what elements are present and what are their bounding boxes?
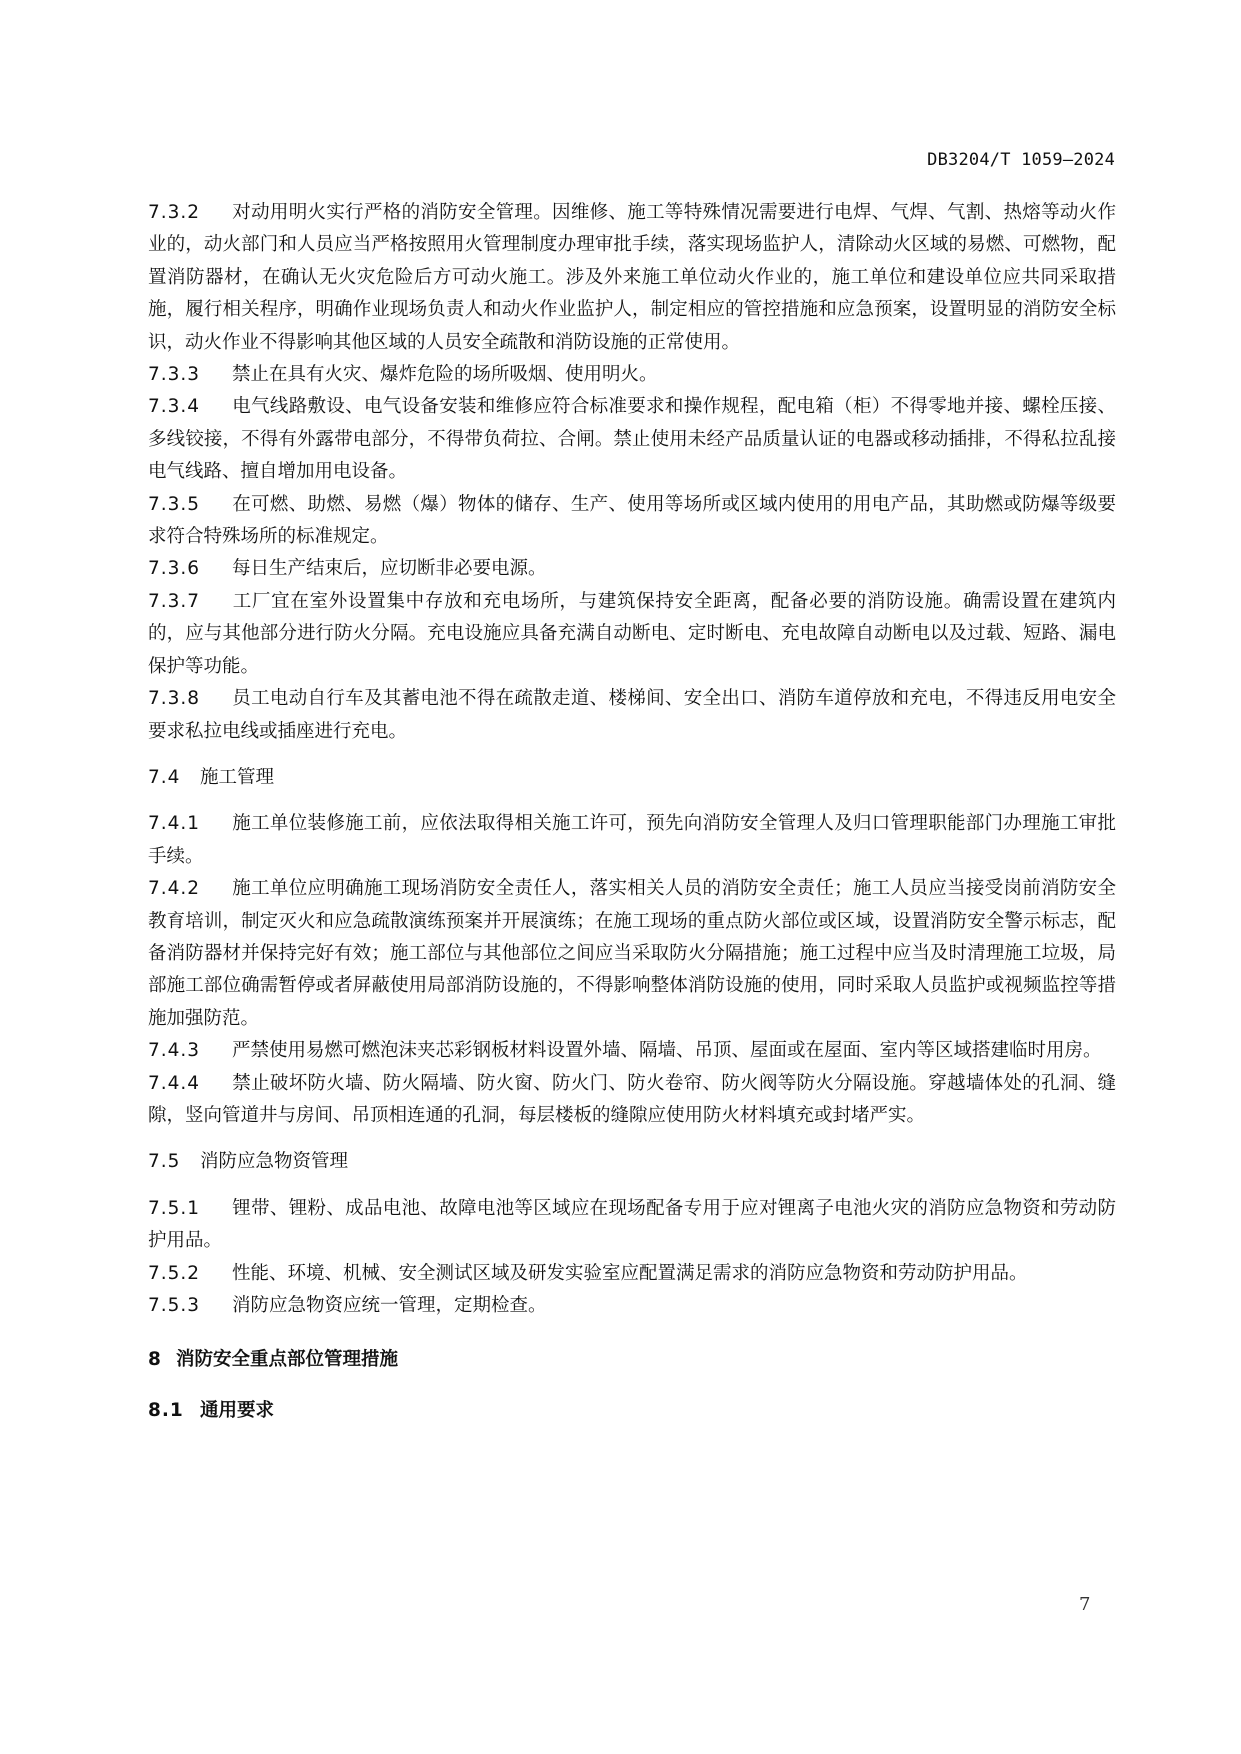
clause-text: 员工电动自行车及其蓄电池不得在疏散走道、楼梯间、安全出口、消防车道停放和充电，不得违反用电安全要求私拉电线或插座进行充电。 (148, 688, 1116, 742)
clause-number: 7.3.6 (148, 558, 201, 580)
clause-7-5-1 (148, 1193, 1116, 1258)
page-number: 7 (1079, 1594, 1091, 1615)
clause-number: 7.5.3 (148, 1295, 201, 1316)
clause-text: 禁止在具有火灾、爆炸危险的场所吸烟、使用明火。 (232, 364, 658, 386)
clause-7-3-7 (148, 586, 1116, 683)
clause-number: 7.3.4 (148, 396, 201, 418)
clause-text: 电气线路敷设、电气设备安装和维修应符合标准要求和操作规程，配电箱（柜）不得零地并接、螺栓压接、多线铰接，不得有外露带电部分，不得带负荷拉、合闸。禁止使用未经产品质量认证的电器或移动插排，不得私拉乱接电气线路、擅自增加用电设备。 (148, 396, 1116, 483)
clause-text: 严禁使用易燃可燃泡沫夹芯彩钢板材料设置外墙、隔墙、吊顶、屋面或在屋面、室内等区域搭建临时用房。 (232, 1040, 1102, 1062)
clause-7-3-2 (148, 197, 1116, 359)
clause-7-3-3 (148, 359, 1116, 391)
clause-number: 7.3.3 (148, 364, 201, 386)
clause-7-3-5 (148, 489, 1116, 554)
clause-7-4-2 (148, 873, 1116, 1035)
section-heading-8-1 (148, 1395, 1116, 1427)
clause-number: 7.5.1 (148, 1197, 201, 1219)
section-number: 7.5 (148, 1151, 181, 1173)
section-title: 施工管理 (200, 766, 275, 788)
clause-7-4-3 (148, 1035, 1116, 1067)
clause-number: 7.5.2 (148, 1262, 201, 1284)
clause-7-4-4 (148, 1068, 1116, 1133)
clause-7-5-3 (148, 1290, 1116, 1322)
clause-number: 7.4.1 (148, 813, 201, 835)
section-heading-7-4 (148, 762, 1116, 794)
clause-text: 施工单位应明确施工现场消防安全责任人，落实相关人员的消防安全责任；施工人员应当接受岗前消防安全教育培训，制定灭火和应急疏散演练预案并开展演练；在施工现场的重点防火部位或区域，设置消防安全警示标志，配备消防器材并保持完好有效；施工部位与其他部位之间应当采取防火分隔措施；施工过程中应当及时清理施工垃圾，局部施工部位确需暂停或者屏蔽使用局部消防设施的，不得影响整体消防设施的使用，同时采取人员监护或视频监控等措施加强防范。 (148, 878, 1116, 1029)
clause-number: 7.4.3 (148, 1040, 201, 1062)
clause-text: 性能、环境、机械、安全测试区域及研发实验室应配置满足需求的消防应急物资和劳动防护用品。 (232, 1262, 1028, 1284)
document-code: DB3204/T 1059—2024 (927, 150, 1115, 170)
clause-text: 禁止破坏防火墙、防火隔墙、防火窗、防火门、防火卷帘、防火阀等防火分隔设施。穿越墙体处的孔洞、缝隙，竖向管道井与房间、吊顶相连通的孔洞，每层楼板的缝隙应使用防火材料填充或封堵严实。 (148, 1072, 1116, 1126)
clause-text: 消防应急物资应统一管理，定期检查。 (232, 1295, 547, 1316)
section-title: 消防应急物资管理 (200, 1151, 349, 1173)
section-heading-7-5 (148, 1146, 1116, 1178)
clause-number: 7.3.5 (148, 493, 201, 515)
clause-7-4-1 (148, 808, 1116, 873)
document-body (148, 197, 1116, 1427)
clause-7-5-2 (148, 1258, 1116, 1290)
section-title: 通用要求 (200, 1399, 275, 1421)
clause-7-3-4 (148, 391, 1116, 488)
chapter-number: 8 (148, 1349, 162, 1371)
clause-text: 锂带、锂粉、成品电池、故障电池等区域应在现场配备专用于应对锂离子电池火灾的消防应急物资和劳动防护用品。 (148, 1197, 1116, 1252)
clause-text: 对动用明火实行严格的消防安全管理。因维修、施工等特殊情况需要进行电焊、气焊、气割、热熔等动火作业的，动火部门和人员应当严格按照用火管理制度办理审批手续，落实现场监护人，清除动火区域的易燃、可燃物，配置消防器材，在确认无火灾危险后方可动火施工。涉及外来施工单位动火作业的，施工单位和建设单位应共同采取措施，履行相关程序，明确作业现场负责人和动火作业监护人，制定相应的管控措施和应急预案，设置明显的消防安全标识，动火作业不得影响其他区域的人员安全疏散和消防设施的正常使用。 (148, 202, 1116, 353)
clause-text: 施工单位装修施工前，应依法取得相关施工许可，预先向消防安全管理人及归口管理职能部门办理施工审批手续。 (148, 813, 1116, 867)
clause-text: 每日生产结束后，应切断非必要电源。 (232, 558, 547, 580)
chapter-title: 消防安全重点部位管理措施 (176, 1349, 399, 1371)
clause-number: 7.4.4 (148, 1072, 201, 1094)
clause-number: 7.4.2 (148, 878, 201, 900)
section-number: 7.4 (148, 766, 181, 788)
clause-text: 在可燃、助燃、易燃（爆）物体的储存、生产、使用等场所或区域内使用的用电产品，其助燃或防爆等级要求符合特殊场所的标准规定。 (148, 493, 1116, 548)
section-number: 8.1 (148, 1399, 184, 1421)
clause-7-3-8 (148, 683, 1116, 748)
clause-number: 7.3.8 (148, 688, 201, 710)
clause-number: 7.3.2 (148, 202, 201, 223)
chapter-heading-8 (148, 1344, 1116, 1376)
clause-number: 7.3.7 (148, 590, 201, 612)
clause-7-3-6 (148, 553, 1116, 585)
clause-text: 工厂宜在室外设置集中存放和充电场所，与建筑保持安全距离，配备必要的消防设施。确需设置在建筑内的，应与其他部分进行防火分隔。充电设施应具备充满自动断电、定时断电、充电故障自动断电以及过载、短路、漏电保护等功能。 (148, 590, 1116, 677)
